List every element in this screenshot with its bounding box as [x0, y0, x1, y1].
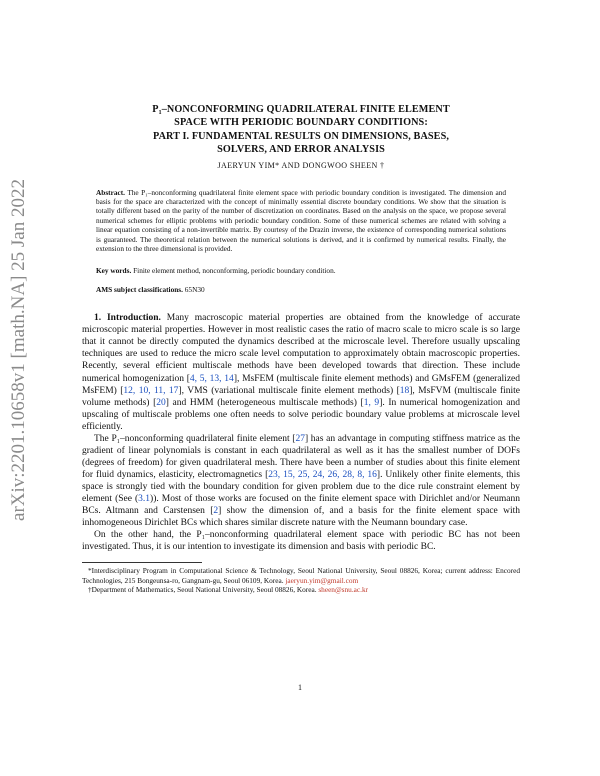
text-run: ], MsFEM (multiscale finite element methods) and GMsFEM (generalized MsFEM) [ [82, 373, 521, 396]
title-line-2: SPACE WITH PERIODIC BOUNDARY CONDITIONS: [174, 117, 428, 129]
citation-link[interactable]: 4, 5, 13, 14 [189, 373, 234, 384]
page-number: 1 [298, 683, 302, 692]
footnote-text: *Interdisciplinary Program in Computational Science & Technology, Seoul National University, Seoul 08826, Korea; current address: Encored Technologies, 215 Bongeunsa-ro, Gangnam-gu, Seoul 06109, Korea. [82, 566, 520, 585]
text-run: ] has an advantage in computing stiffness matrice as the gradient of linear polynomials is constant in each quadrilateral as well as it has the smallest number of DOFs (degrees of freedom) for given quadrilateral mesh. There have been a number of studies about this finite element for fluid dynamics, elasticity, electromagnetics [ [82, 433, 520, 480]
arxiv-stamp-text: arXiv:2201.10658v1 [math.NA] 25 Jan 2022 [8, 179, 29, 521]
citation-link[interactable]: 2 [213, 506, 219, 517]
text-run: ], MsFVM (multiscale finite volume methods) [ [82, 385, 520, 408]
citation-link[interactable]: 18 [399, 385, 410, 396]
keywords [96, 266, 506, 275]
footnotes [82, 566, 520, 594]
paper-page [82, 103, 520, 594]
intro-paragraph-3: On the other hand, the P₁–nonconforming quadrilateral element space with periodic BC has not been investigated. Thus, it is our intention to investigate its dimension and basis with periodic BC. [82, 530, 520, 553]
email-link[interactable]: sheen@snu.ac.kr [318, 584, 369, 594]
citation-link[interactable]: 20 [156, 397, 166, 408]
keywords-text: Finite element method, nonconforming, periodic boundary condition. [133, 266, 336, 276]
equation-ref-link[interactable]: 3.1 [138, 493, 151, 504]
footnote-divider [82, 562, 202, 563]
text-run: The P₁–nonconforming quadrilateral finite element [ [94, 433, 296, 444]
text-run: ] and HMM (heterogeneous multiscale methods) [ [165, 397, 364, 408]
title-line-4: SOLVERS, AND ERROR ANALYSIS [217, 144, 385, 156]
citation-link[interactable]: 12, 10, 11, 17 [123, 385, 179, 396]
abstract-text: The P₁–nonconforming quadrilateral finite element space with periodic boundary condition is investigated. The dimension and basis for the space are characterized with the concept of minimally essential discrete boundary conditions. We show that the situation is totally different based on the parity of the number of discretization on coordinates. Based on the analysis on the space, we propose several numerical schemes for elliptic problems with periodic boundary condition. Some of these numerical schemes are related with solving a linear equation consisting of a non-invertible matrix. By courtesy of the Drazin inverse, the existence of corresponding numerical solutions is guaranteed. The theoretical relation between the numerical solutions is derived, and it is confirmed by numerical results. Finally, the extension to the three dimensional is provided. [96, 187, 506, 254]
section-title: Introduction. [106, 313, 161, 324]
ams-classification [96, 285, 506, 294]
paper-title [82, 103, 520, 157]
introduction-section [82, 312, 520, 553]
text-run: )). Most of those works are focused on the finite element space with Dirichlet and/or Neumann BCs. Altmann and Carstensen [ [82, 493, 520, 517]
email-link[interactable]: jaeryun.yim@gmail.com [285, 575, 359, 585]
citation-link[interactable]: 1, 9 [363, 397, 380, 408]
text-run: ], VMS (variational multiscale finite element methods) [ [178, 385, 400, 396]
ams-label: AMS subject classifications. [96, 284, 183, 294]
footnote-1 [82, 566, 520, 585]
citation-link[interactable]: 27 [295, 433, 305, 444]
footnote-2 [82, 585, 520, 594]
section-number: 1. [94, 313, 102, 324]
intro-paragraph-2 [82, 433, 520, 529]
abstract [96, 188, 506, 254]
ams-text: 65N30 [184, 284, 205, 294]
arxiv-stamp [2, 140, 36, 560]
text-run: Many macroscopic material properties are obtained from the knowledge of accurate microscopic material properties. However in most realistic cases the ratio of macro scale to micro scale is so large that it cannot be directly computed the dynamics described at the microscale level. Therefore usually upscaling techniques are used to reduce the micro scale level computation to approximately obtain macroscopic properties. Recently, several efficient multiscale methods have been developed towards that direction. These include numerical homogenization [ [82, 313, 521, 384]
intro-paragraph-1 [82, 312, 520, 432]
text-run: ]. Unlikely other finite elements, this space is strongly tied with the boundary condition for given problem due to the dice rule constraint element by element (See ( [82, 469, 520, 504]
citation-link[interactable]: 23, 15, 25, 24, 26, 28, 8, 16 [268, 469, 377, 480]
text-run: ] show the dimension of, and a basis for the finite element space with inhomogeneous Dirichlet BCs which shares similar discrete nature with the Neumann boundary case. [82, 506, 521, 529]
title-line-3: PART I. FUNDAMENTAL RESULTS ON DIMENSIONS, BASES, [153, 130, 449, 142]
text-run: ]. In numerical homogenization and upscaling of multiscale problems one often needs to solve periodic boundary value problems at microscale level efficiently. [82, 397, 521, 432]
abstract-label: Abstract. [96, 187, 125, 197]
footnote-text: †Department of Mathematics, Seoul National University, Seoul 08826, Korea. [88, 584, 317, 594]
keywords-label: Key words. [96, 266, 132, 276]
authors: JAERYUN YIM* AND DONGWOO SHEEN † [217, 160, 385, 170]
title-line-1: P₁–NONCONFORMING QUADRILATERAL FINITE ELEMENT [152, 104, 450, 115]
